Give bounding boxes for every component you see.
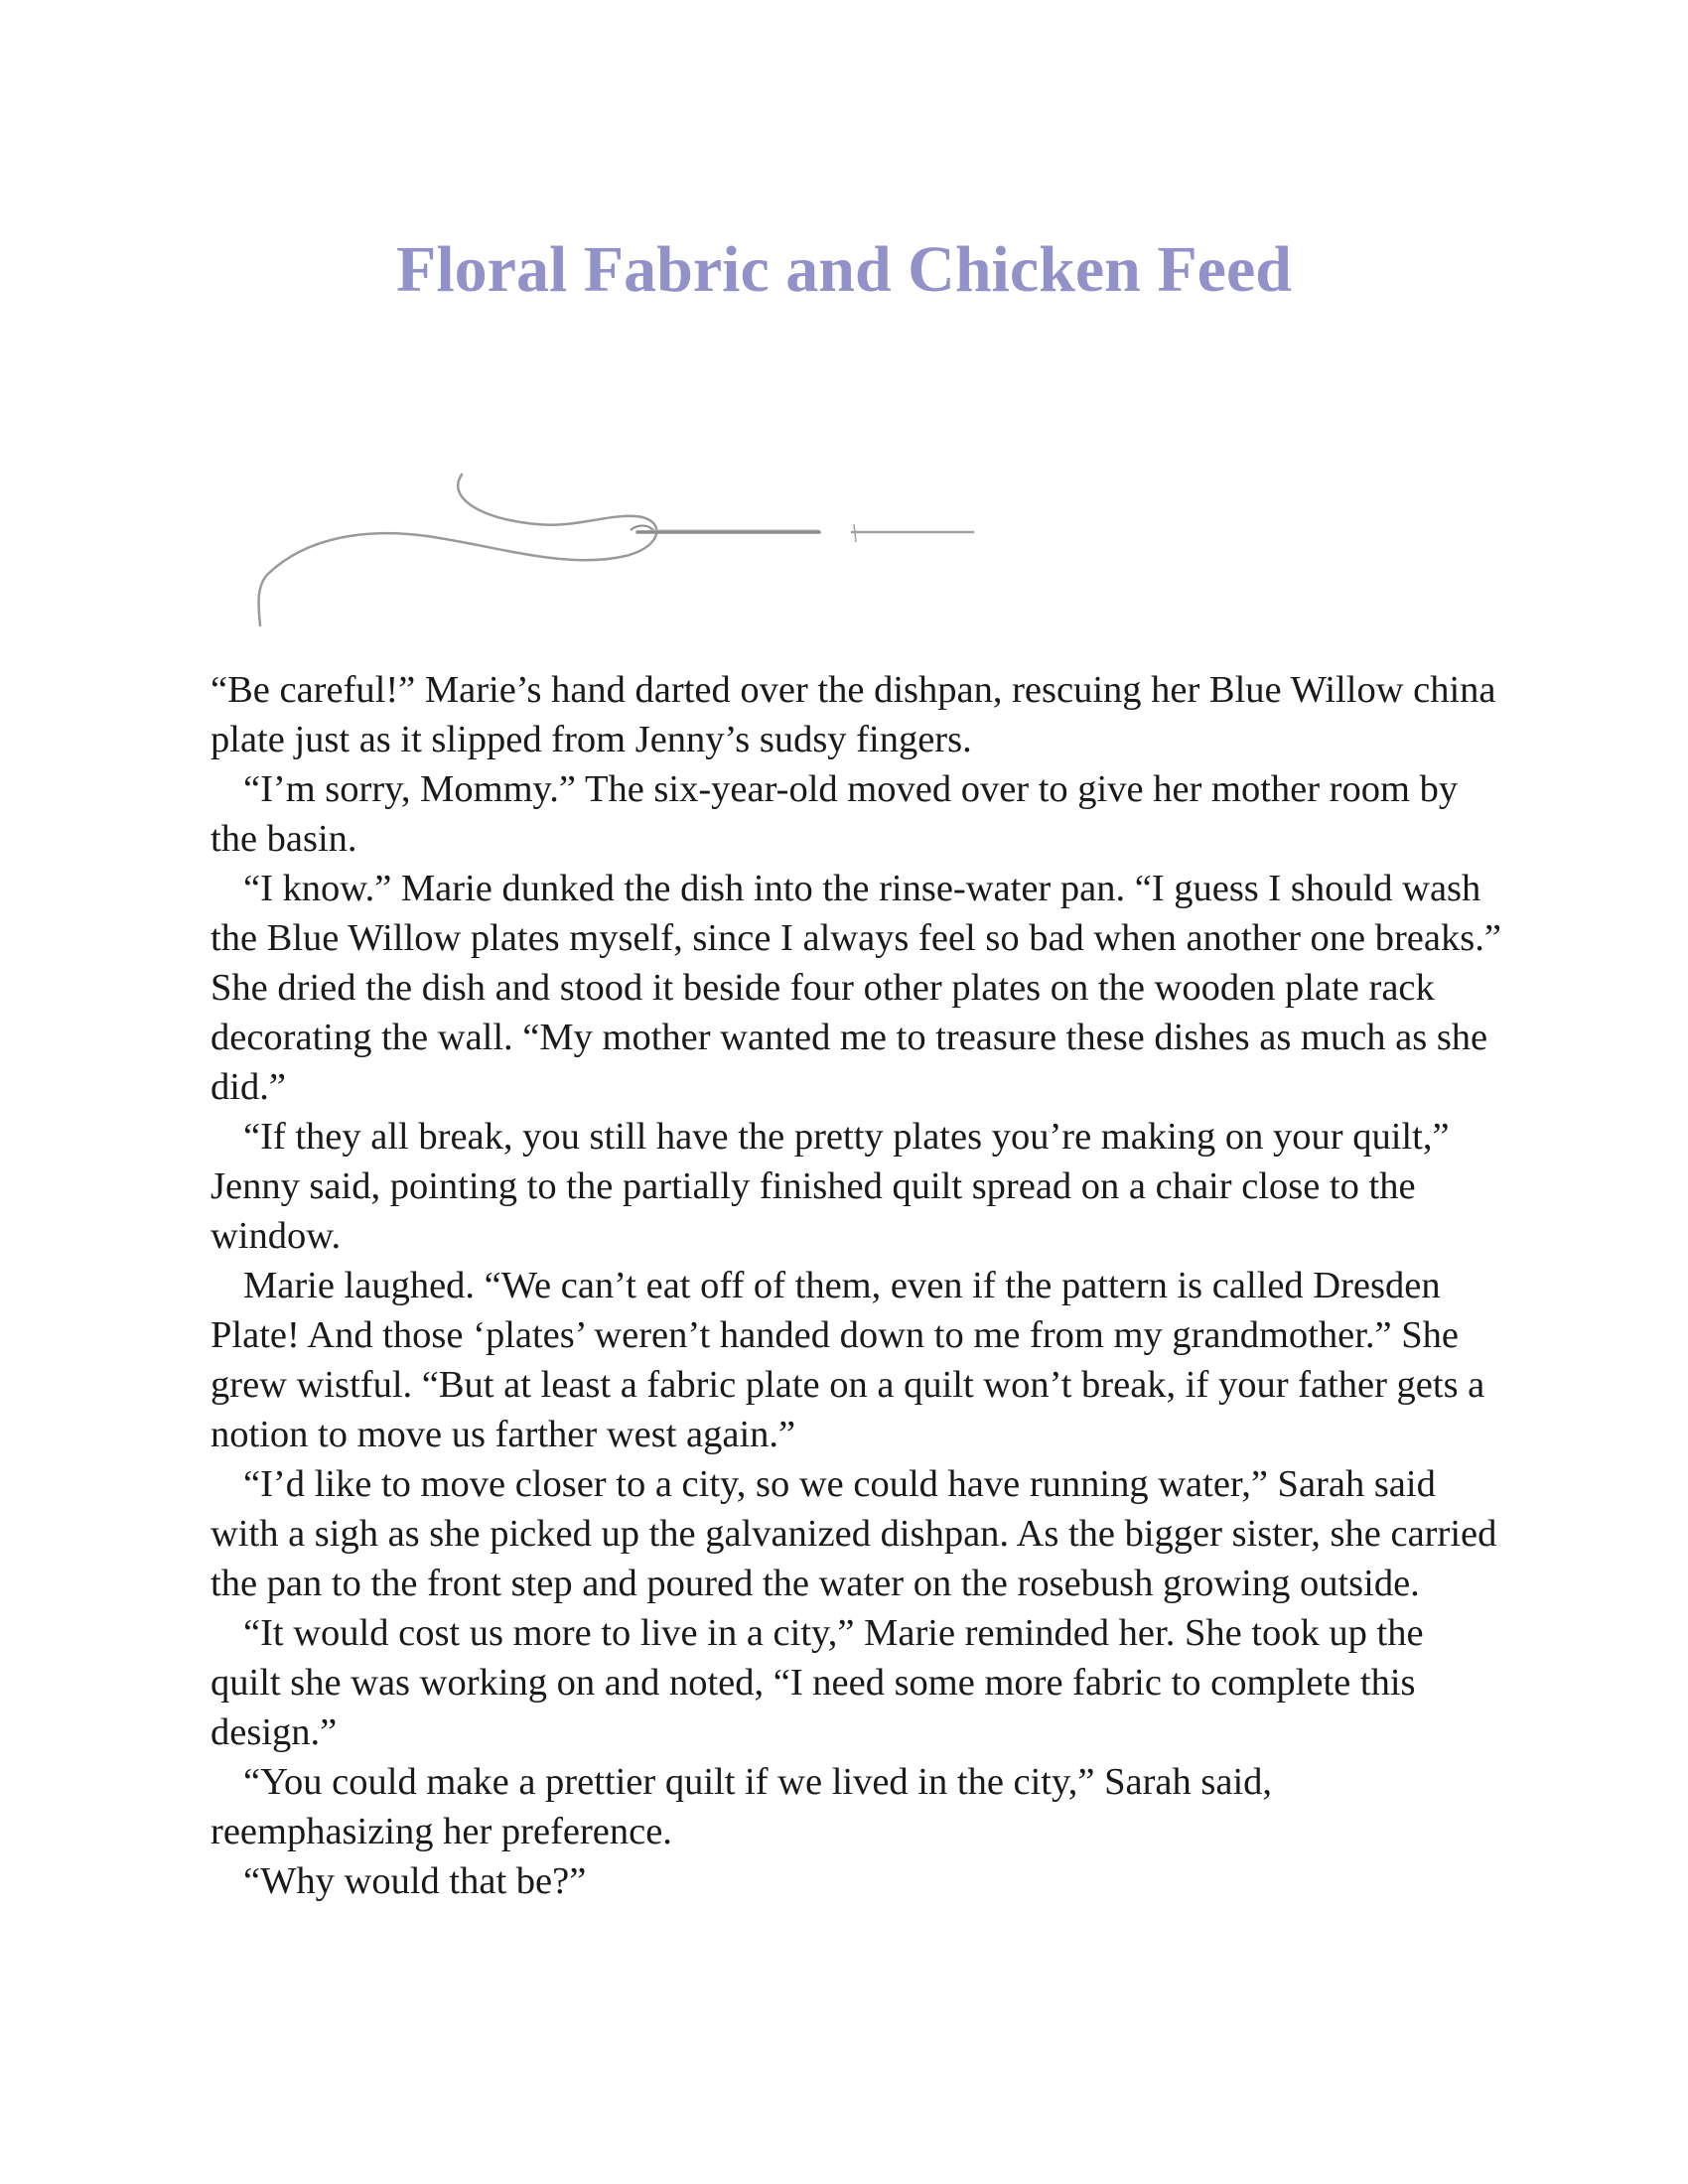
paragraph: “I’m sorry, Mommy.” The six-year-old moved over to give her mother room by the basin. [211, 768, 1459, 860]
paragraph: “You could make a prettier quilt if we lived in the city,” Sarah said, reemphasizing her preference. [211, 1761, 1273, 1852]
needle-and-thread-icon [248, 467, 983, 635]
paragraph: “Why would that be?” [243, 1860, 587, 1902]
paragraph: “Be careful!” Marie’s hand darted over the dishpan, rescuing her Blue Willow china plate just as it slipped from Jenny’s sudsy fingers. [211, 669, 1496, 760]
paragraph: “If they all break, you still have the pretty plates you’re making on your quilt,” Jenny said, pointing to the partially finished quilt spread on a chair close to the window. [211, 1116, 1450, 1257]
paragraph: “I’d like to move closer to a city, so we could have running water,” Sarah said with a sigh as she picked up the galvanized dishpan. As the bigger sister, she carried the pan to the front step and poured the water on the rosebush growing outside. [211, 1463, 1497, 1604]
paragraph: “It would cost us more to live in a city,” Marie reminded her. She took up the quilt she was working on and noted, “I need some more fabric to complete this design.” [211, 1612, 1424, 1753]
story-text [211, 665, 1501, 1906]
chapter-title: Floral Fabric and Chicken Feed [396, 233, 1292, 306]
paragraph: “I know.” Marie dunked the dish into the rinse-water pan. “I guess I should wash the Blue Willow plates myself, since I always feel so bad when another one breaks.” She dried the dish and stood it beside four other plates on the wooden plate rack decorating the wall. “My mother wanted me to treasure these dishes as much as she did.” [211, 868, 1501, 1108]
paragraph: Marie laughed. “We can’t eat off of them, even if the pattern is called Dresden Plate! And those ‘plates’ weren’t handed down to me from my grandmother.” She grew wistful. “But at least a fabric plate on a quilt won’t break, if your father gets a notion to move us farther west again.” [211, 1265, 1485, 1455]
